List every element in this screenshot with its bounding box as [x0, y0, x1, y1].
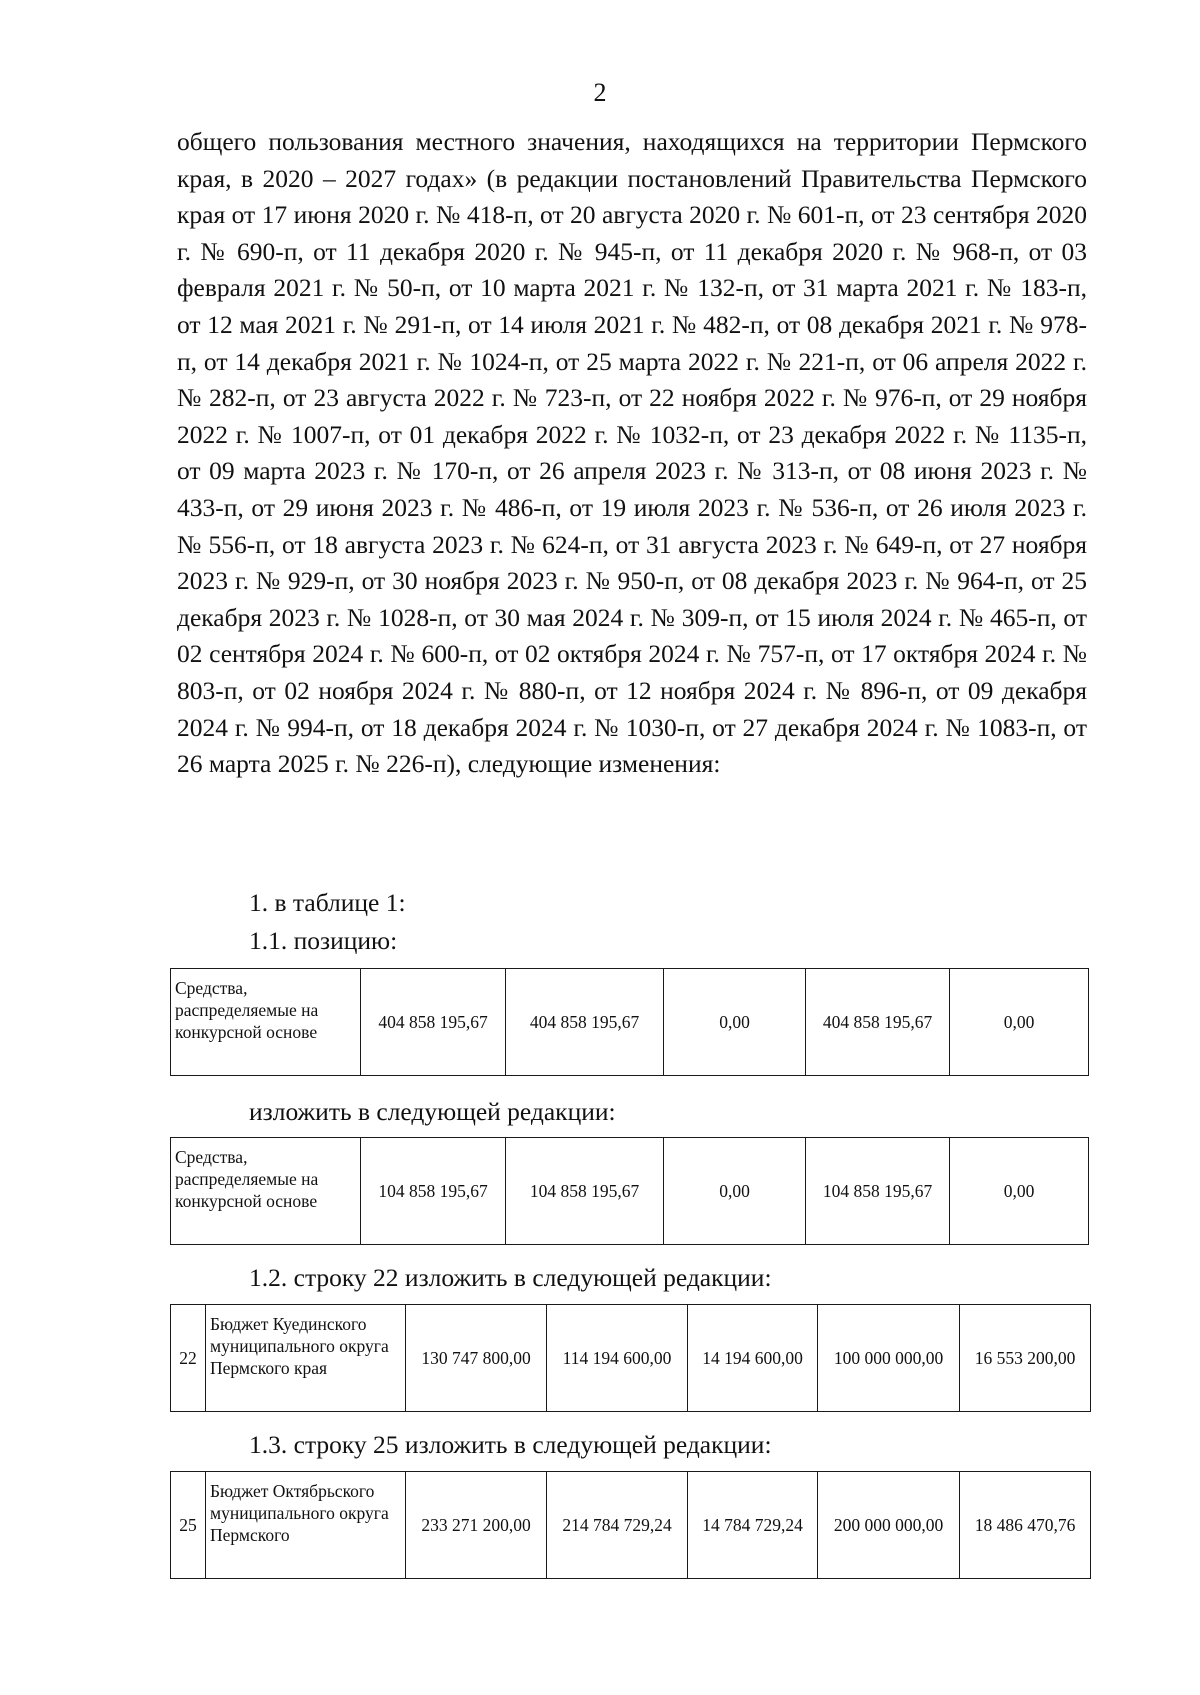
table-old-position	[170, 968, 1089, 1076]
table-row	[171, 969, 1089, 1076]
value-cell: 104 858 195,67	[361, 1138, 506, 1245]
value-cell: 0,00	[664, 969, 806, 1076]
table-row	[171, 1138, 1089, 1245]
value-cell: 404 858 195,67	[506, 969, 664, 1076]
row-index-cell: 22	[171, 1305, 206, 1412]
body-paragraph: общего пользования местного значения, находящихся на территории Пермского края, в 2020 – 2027 годах» (в редакции постановлений Правительства Пермского края от 17 июня 2020 г. № 418-п, от 20 августа 2020 г. № 601-п, от 23 сентября 2020 г. № 690-п, от 11 декабря 2020 г. № 945-п, от 11 декабря 2020 г. № 968-п, от 03 февраля 2021 г. № 50-п, от 10 марта 2021 г. № 132-п, от 31 марта 2021 г. № 183-п, от 12 мая 2021 г. № 291-п, от 14 июля 2021 г. № 482-п, от 08 декабря 2021 г. № 978-п, от 14 декабря 2021 г. № 1024-п, от 25 марта 2022 г. № 221-п, от 06 апреля 2022 г. № 282-п, от 23 августа 2022 г. № 723-п, от 22 ноября 2022 г. № 976-п, от 29 ноября 2022 г. № 1007-п, от 01 декабря 2022 г. № 1032-п, от 23 декабря 2022 г. № 1135-п, от 09 марта 2023 г. № 170-п, от 26 апреля 2023 г. № 313-п, от 08 июня 2023 г. № 433-п, от 29 июня 2023 г. № 486-п, от 19 июля 2023 г. № 536-п, от 26 июля 2023 г. № 556-п, от 18 августа 2023 г. № 624-п, от 31 августа 2023 г. № 649-п, от 27 ноября 2023 г. № 929-п, от 30 ноября 2023 г. № 950-п, от 08 декабря 2023 г. № 964-п, от 25 декабря 2023 г. № 1028-п, от 30 мая 2024 г. № 309-п, от 15 июля 2024 г. № 465-п, от 02 сентября 2024 г. № 600-п, от 02 октября 2024 г. № 757-п, от 17 октября 2024 г. № 803-п, от 02 ноября 2024 г. № 880-п, от 12 ноября 2024 г. № 896-п, от 09 декабря 2024 г. № 994-п, от 18 декабря 2024 г. № 1030-п, от 27 декабря 2024 г. № 1083-п, от 26 марта 2025 г. № 226-п), следующие изменения:	[177, 127, 1087, 779]
value-cell: 404 858 195,67	[361, 969, 506, 1076]
table-row	[171, 1472, 1091, 1579]
row-name-cell: Средства, распределяемые на конкурсной основе	[171, 969, 361, 1076]
row-name-cell: Бюджет Куединского муниципального округа Пермского края	[206, 1305, 406, 1412]
value-cell: 104 858 195,67	[806, 1138, 950, 1245]
row-name-cell: Средства, распределяемые на конкурсной основе	[171, 1138, 361, 1245]
value-cell: 114 194 600,00	[547, 1305, 688, 1412]
value-cell: 14 194 600,00	[688, 1305, 818, 1412]
item-1-1: 1.1. позицию:	[249, 926, 398, 955]
value-cell: 214 784 729,24	[547, 1472, 688, 1579]
value-cell: 104 858 195,67	[506, 1138, 664, 1245]
value-cell: 14 784 729,24	[688, 1472, 818, 1579]
value-cell: 233 271 200,00	[406, 1472, 547, 1579]
item-1: 1. в таблице 1:	[249, 888, 406, 917]
table-new-position	[170, 1137, 1089, 1245]
table-row-25	[170, 1471, 1091, 1579]
page-number: 2	[593, 78, 607, 107]
value-cell: 404 858 195,67	[806, 969, 950, 1076]
replace-instruction: изложить в следующей редакции:	[249, 1097, 616, 1126]
row-name-cell: Бюджет Октябрьского муниципального округа Пермского	[206, 1472, 406, 1579]
table-row-22	[170, 1304, 1091, 1412]
value-cell: 0,00	[664, 1138, 806, 1245]
value-cell: 16 553 200,00	[960, 1305, 1091, 1412]
value-cell: 100 000 000,00	[818, 1305, 960, 1412]
value-cell: 0,00	[950, 969, 1089, 1076]
item-1-3: 1.3. строку 25 изложить в следующей редакции:	[249, 1430, 772, 1459]
row-index-cell: 25	[171, 1472, 206, 1579]
value-cell: 130 747 800,00	[406, 1305, 547, 1412]
value-cell: 200 000 000,00	[818, 1472, 960, 1579]
table-row	[171, 1305, 1091, 1412]
item-1-2: 1.2. строку 22 изложить в следующей редакции:	[249, 1263, 772, 1292]
value-cell: 18 486 470,76	[960, 1472, 1091, 1579]
value-cell: 0,00	[950, 1138, 1089, 1245]
